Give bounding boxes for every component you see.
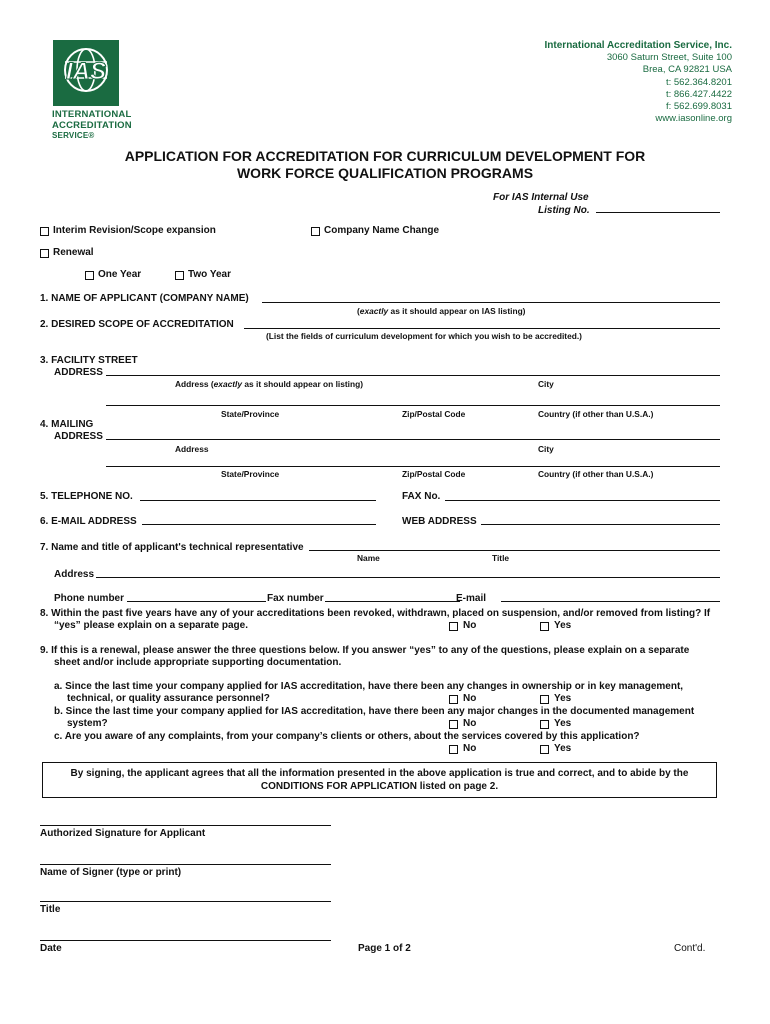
signer-title-label: Title <box>40 904 61 915</box>
q9a-text-2: technical, or quality assurance personnel? <box>67 693 270 704</box>
q4-address-caption: Address <box>175 444 209 454</box>
name-change-label: Company Name Change <box>324 225 440 236</box>
email-label: E-mail <box>456 593 487 604</box>
signer-name-label: Name of Signer (type or print) <box>40 867 182 878</box>
tech-rep-field[interactable] <box>309 550 720 551</box>
q8-text: 8. Within the past five years have any of your accreditations been revoked, withdrawn, placed on suspension, and/or removed from listing? If <box>40 608 711 619</box>
q2-label: 2. DESIRED SCOPE OF ACCREDITATION <box>40 319 234 330</box>
address-line: Brea, CA 92821 USA <box>642 64 732 76</box>
ias-logo <box>53 40 119 106</box>
interim-label: Interim Revision/Scope expansion <box>53 225 216 236</box>
phone-line: t: 562.364.8201 <box>665 76 732 88</box>
q9c-no-label: No <box>463 743 477 754</box>
listing-no-field[interactable] <box>596 212 720 213</box>
contd-label: Cont'd. <box>674 943 706 954</box>
agreement-line-1: By signing, the applicant agrees that all the information presented in the above application is true and correct, and to abide by the <box>70 768 689 779</box>
q9a-text: a. Since the last time your company applied for IAS accreditation, have there been any changes in ownership or in key management, <box>54 681 684 692</box>
q9a-yes-label: Yes <box>554 693 572 704</box>
q1-note: (exactly as it should appear on IAS listing) <box>357 306 526 316</box>
q8-no-label: No <box>463 620 477 631</box>
q8-yes-label: Yes <box>554 620 572 631</box>
phone-number-label: Phone number <box>54 593 125 604</box>
q9-text: 9. If this is a renewal, please answer the three questions below. If you answer “yes” to any of the questions, please explain on a separate <box>40 645 690 656</box>
q9b-text-2: system? <box>67 718 108 729</box>
page-title <box>60 148 710 182</box>
q8-text-2: “yes” please explain on a separate page. <box>54 620 248 631</box>
q3-country-caption: Country (if other than U.S.A.) <box>538 409 654 419</box>
mailing-city-field[interactable] <box>106 466 720 467</box>
address-line: 3060 Saturn Street, Suite 100 <box>606 52 732 64</box>
fax-line: f: 562.699.8031 <box>665 101 732 113</box>
internal-use-label: For IAS Internal Use <box>493 192 589 203</box>
company-name: International Accreditation Service, Inc. <box>544 40 732 51</box>
title-line-2: WORK FORCE QUALIFICATION PROGRAMS <box>236 165 534 181</box>
agreement-box <box>42 762 717 798</box>
agreement-line-2: CONDITIONS FOR APPLICATION listed on page 2. <box>260 781 499 792</box>
facility-address-field[interactable] <box>106 375 720 376</box>
website-line: www.iasonline.org <box>655 113 732 125</box>
q7-address-label: Address <box>54 569 95 580</box>
q5-label: 5. TELEPHONE NO. <box>40 491 133 502</box>
one-year-checkbox[interactable] <box>85 271 94 280</box>
fax-number-field[interactable] <box>325 601 460 602</box>
web-field[interactable] <box>481 524 720 525</box>
q7-name-caption: Name <box>357 553 380 563</box>
rep-email-field[interactable] <box>501 601 720 602</box>
date-field[interactable] <box>40 940 331 941</box>
fax-label: FAX No. <box>402 491 441 502</box>
q1-label: 1. NAME OF APPLICANT (COMPANY NAME) <box>40 293 249 304</box>
company-address-block <box>545 40 732 125</box>
logo-text: IAS <box>65 58 107 85</box>
q9b-yes-label: Yes <box>554 718 572 729</box>
one-year-label: One Year <box>98 269 142 280</box>
q9c-no-checkbox[interactable] <box>449 745 458 754</box>
mailing-address-field[interactable] <box>106 439 720 440</box>
web-label: WEB ADDRESS <box>402 516 477 527</box>
tech-rep-address-field[interactable] <box>96 577 720 578</box>
q4-state-caption: State/Province <box>221 469 280 479</box>
q3-city-caption: City <box>538 379 554 389</box>
q9c-yes-label: Yes <box>554 743 572 754</box>
q4-country-caption: Country (if other than U.S.A.) <box>538 469 654 479</box>
interim-checkbox[interactable] <box>40 227 49 236</box>
fax-field[interactable] <box>445 500 720 501</box>
q3-label-2: ADDRESS <box>54 367 103 378</box>
q9b-yes-checkbox[interactable] <box>540 720 549 729</box>
q9a-no-checkbox[interactable] <box>449 695 458 704</box>
phone-line: t: 866.427.4422 <box>665 88 732 100</box>
logo-caption-line: ACCREDITATION <box>52 119 132 131</box>
company-name-field[interactable] <box>262 302 720 303</box>
telephone-field[interactable] <box>140 500 376 501</box>
q7-title-caption: Title <box>492 553 510 563</box>
date-label: Date <box>40 943 62 954</box>
q3-address-caption: Address (exactly as it should appear on listing) <box>175 379 364 389</box>
q3-state-caption: State/Province <box>221 409 280 419</box>
q9a-no-label: No <box>463 693 477 704</box>
two-year-checkbox[interactable] <box>175 271 184 280</box>
q4-label: 4. MAILING <box>40 419 94 430</box>
q8-no-checkbox[interactable] <box>449 622 458 631</box>
signature-field[interactable] <box>40 825 331 826</box>
q9-text-2: sheet and/or include appropriate supporting documentation. <box>54 657 342 668</box>
q4-label-2: ADDRESS <box>54 431 103 442</box>
fax-number-label: Fax number <box>267 593 324 604</box>
logo-caption <box>52 110 132 142</box>
q9b-no-label: No <box>463 718 477 729</box>
signer-title-field[interactable] <box>40 901 331 902</box>
two-year-label: Two Year <box>188 269 231 280</box>
renewal-checkbox[interactable] <box>40 249 49 258</box>
title-line-1: APPLICATION FOR ACCREDITATION FOR CURRICULUM DEVELOPMENT FOR <box>124 148 646 164</box>
name-change-checkbox[interactable] <box>311 227 320 236</box>
q9c-text: c. Are you aware of any complaints, from your company’s clients or others, about the services covered by this application? <box>54 731 640 742</box>
signature-label: Authorized Signature for Applicant <box>40 828 206 839</box>
q9c-yes-checkbox[interactable] <box>540 745 549 754</box>
logo-caption-line: INTERNATIONAL <box>52 109 132 120</box>
q7-label: 7. Name and title of applicant's technical representative <box>40 542 304 553</box>
phone-number-field[interactable] <box>127 601 266 602</box>
q6-label: 6. E-MAIL ADDRESS <box>40 516 137 527</box>
q3-label: 3. FACILITY STREET <box>40 355 138 366</box>
q3-zip-caption: Zip/Postal Code <box>402 409 466 419</box>
q4-city-caption: City <box>538 444 554 454</box>
q8-yes-checkbox[interactable] <box>540 622 549 631</box>
q4-zip-caption: Zip/Postal Code <box>402 469 466 479</box>
signer-name-field[interactable] <box>40 864 331 865</box>
q9a-yes-checkbox[interactable] <box>540 695 549 704</box>
page-number: Page 1 of 2 <box>358 943 411 954</box>
globe-icon <box>53 40 119 106</box>
q2-note: (List the fields of curriculum development for which you wish to be accredited.) <box>266 331 582 341</box>
listing-no-label: Listing No. <box>538 205 590 216</box>
email-field[interactable] <box>142 524 376 525</box>
facility-city-field[interactable] <box>106 405 720 406</box>
scope-field[interactable] <box>244 328 720 329</box>
logo-caption-line: SERVICE® <box>52 131 95 140</box>
q9b-no-checkbox[interactable] <box>449 720 458 729</box>
renewal-label: Renewal <box>53 247 94 258</box>
q9b-text: b. Since the last time your company applied for IAS accreditation, have there been any major changes in the documented management <box>54 706 695 717</box>
